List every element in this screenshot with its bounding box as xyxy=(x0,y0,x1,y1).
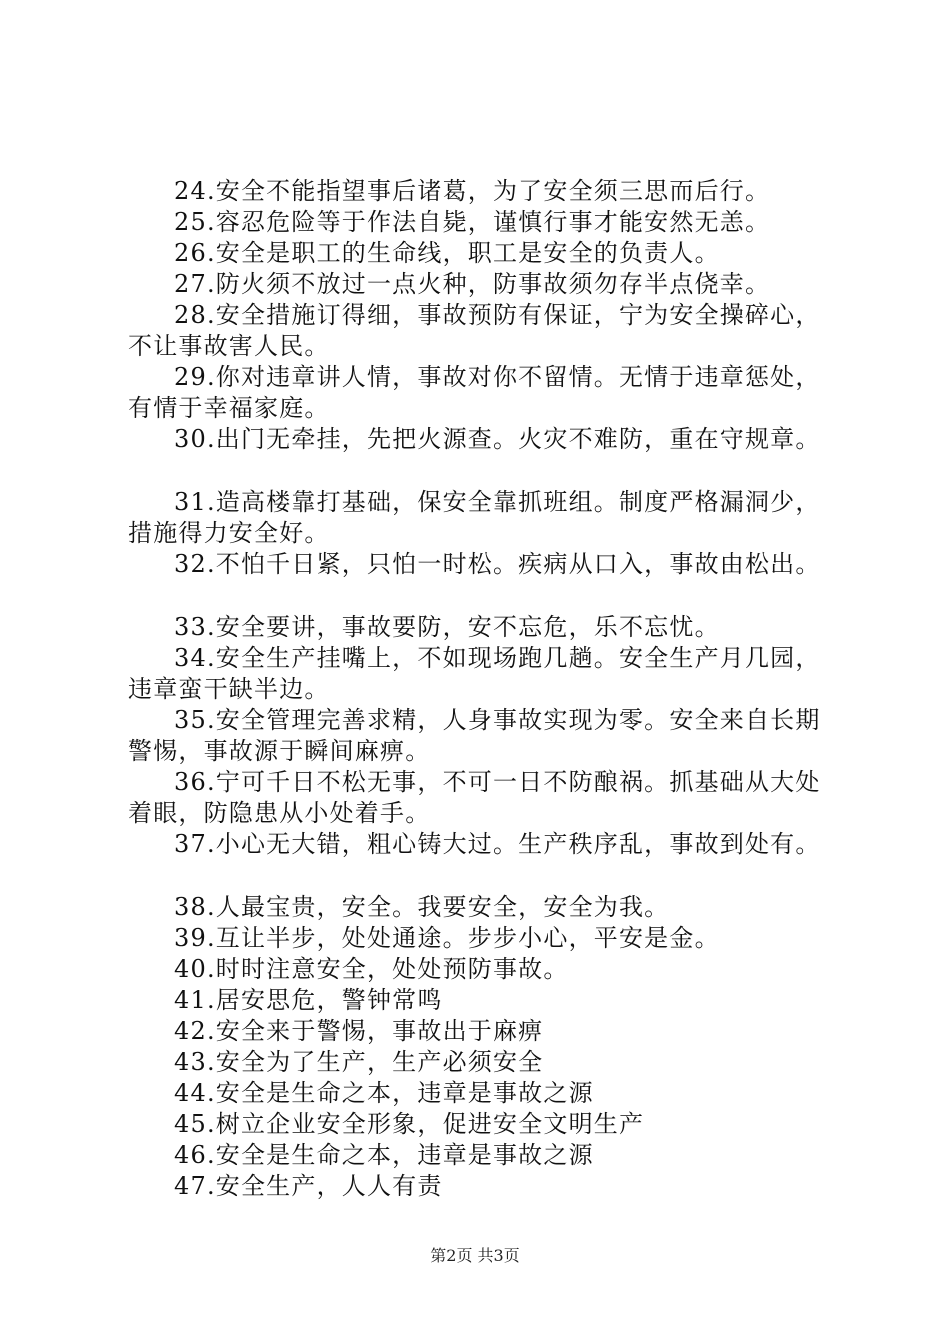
slogan-list xyxy=(128,176,838,1202)
list-item: 42.安全来于警惕，事故出于麻痹 xyxy=(174,1017,544,1045)
list-item: 38.人最宝贵，安全。我要安全，安全为我。 xyxy=(174,893,670,921)
list-item-continuation: 着眼，防隐患从小处着手。 xyxy=(128,799,431,827)
paragraph-gap xyxy=(128,860,838,892)
page-footer: 第2页 共3页 xyxy=(430,1246,520,1265)
list-item: 39.互让半步，处处通途。步步小心，平安是金。 xyxy=(174,924,720,952)
list-item: 25.容忍危险等于作法自毙，谨慎行事才能安然无恙。 xyxy=(174,208,771,236)
paragraph-gap xyxy=(128,455,838,487)
list-item: 26.安全是职工的生命线，职工是安全的负责人。 xyxy=(174,239,720,267)
list-item: 45.树立企业安全形象，促进安全文明生产 xyxy=(174,1110,645,1138)
list-item: 47.安全生产，人人有责 xyxy=(174,1172,443,1200)
list-item-continuation: 措施得力安全好。 xyxy=(128,519,330,547)
list-item-continuation: 违章蛮干缺半边。 xyxy=(128,675,330,703)
list-item: 40.时时注意安全，处处预防事故。 xyxy=(174,955,569,983)
list-item: 35.安全管理完善求精，人身事故实现为零。安全来自长期 xyxy=(174,706,821,734)
list-item: 27.防火须不放过一点火种，防事故须勿存半点侥幸。 xyxy=(174,270,771,298)
list-item: 24.安全不能指望事后诸葛，为了安全须三思而后行。 xyxy=(174,177,771,205)
list-item: 36.宁可千日不松无事，不可一日不防酿祸。抓基础从大处 xyxy=(174,768,821,796)
list-item: 32.不怕千日紧，只怕一时松。疾病从口入，事故由松出。 xyxy=(174,550,821,578)
list-item: 43.安全为了生产，生产必须安全 xyxy=(174,1048,544,1076)
list-item: 41.居安思危，警钟常鸣 xyxy=(174,986,443,1014)
list-item: 34.安全生产挂嘴上，不如现场跑几趟。安全生产月几园， xyxy=(174,644,821,672)
list-item: 31.造高楼靠打基础，保安全靠抓班组。制度严格漏洞少， xyxy=(174,488,821,516)
list-item-continuation: 警惕，事故源于瞬间麻痹。 xyxy=(128,737,431,765)
list-item-continuation: 有情于幸福家庭。 xyxy=(128,394,330,422)
list-item: 30.出门无牵挂，先把火源查。火灾不难防，重在守规章。 xyxy=(174,425,821,453)
list-item: 29.你对违章讲人情，事故对你不留情。无情于违章惩处， xyxy=(174,363,821,391)
paragraph-gap xyxy=(128,580,838,612)
list-item: 46.安全是生命之本，违章是事故之源 xyxy=(174,1141,594,1169)
list-item: 37.小心无大错，粗心铸大过。生产秩序乱，事故到处有。 xyxy=(174,830,821,858)
list-item: 44.安全是生命之本，违章是事故之源 xyxy=(174,1079,594,1107)
list-item: 33.安全要讲，事故要防，安不忘危，乐不忘忧。 xyxy=(174,613,720,641)
list-item-continuation: 不让事故害人民。 xyxy=(128,332,330,360)
list-item: 28.安全措施订得细，事故预防有保证，宁为安全操碎心， xyxy=(174,301,821,329)
